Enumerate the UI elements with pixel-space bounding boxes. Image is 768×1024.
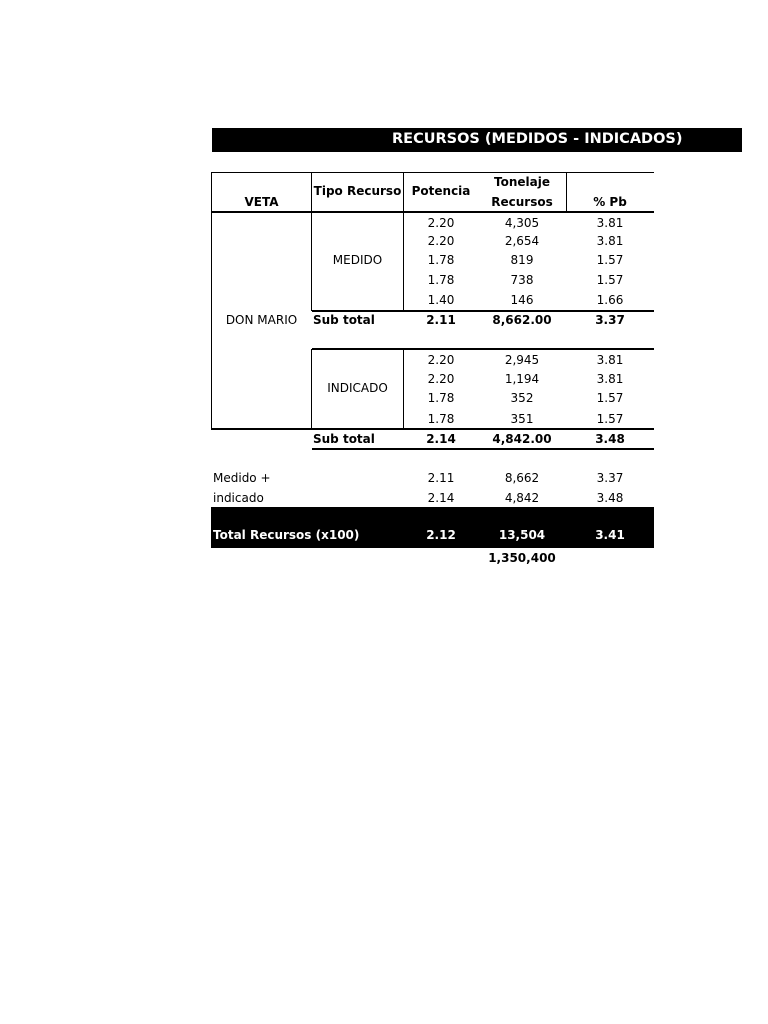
table-title-bar	[212, 128, 742, 152]
medido-potencia: 2.20	[427, 216, 455, 230]
subtotal-bottom-rule	[312, 448, 654, 450]
header-veta: VETA	[244, 195, 279, 209]
indicado-potencia: 2.20	[427, 372, 455, 386]
medido-tonelaje: 2,654	[504, 234, 540, 248]
subtotal-bottom-rule	[312, 348, 654, 350]
indicado-potencia: 1.78	[427, 412, 455, 426]
summary-tonelaje: 4,842	[504, 491, 540, 505]
summary-label-line2: indicado	[213, 491, 264, 505]
summary-potencia: 2.14	[427, 491, 455, 505]
medido-subtotal-label: Sub total	[313, 313, 375, 327]
total-label: Total Recursos (x100)	[213, 528, 360, 542]
veta-name: DON MARIO	[225, 313, 298, 327]
indicado-pb: 1.57	[596, 412, 624, 426]
medido-potencia: 2.20	[427, 234, 455, 248]
summary-label-line1: Medido +	[213, 471, 271, 485]
indicado-subtotal-potencia: 2.14	[426, 432, 456, 446]
total-pb: 3.41	[595, 528, 625, 542]
header-pb: % Pb	[593, 195, 627, 209]
medido-tonelaje: 819	[510, 253, 534, 267]
summary-potencia: 2.11	[427, 471, 455, 485]
grand-total: 1,350,400	[488, 551, 556, 565]
medido-subtotal-pb: 3.37	[595, 313, 625, 327]
tipo-indicado: INDICADO	[327, 381, 388, 395]
block-bottom-rule	[211, 428, 654, 430]
header-top-rule	[212, 172, 654, 173]
grid-vline	[311, 172, 312, 311]
indicado-pb: 3.81	[596, 372, 624, 386]
header-bottom-rule	[212, 211, 654, 213]
medido-potencia: 1.78	[427, 253, 455, 267]
summary-pb: 3.37	[596, 471, 624, 485]
medido-pb: 1.66	[596, 293, 624, 307]
summary-pb: 3.48	[596, 491, 624, 505]
medido-subtotal-potencia: 2.11	[426, 313, 456, 327]
indicado-pb: 3.81	[596, 353, 624, 367]
medido-pb: 1.57	[596, 253, 624, 267]
grid-vline	[211, 172, 212, 429]
header-recursos: Recursos	[491, 195, 553, 209]
tipo-medido: MEDIDO	[332, 253, 383, 267]
indicado-subtotal-label: Sub total	[313, 432, 375, 446]
indicado-tonelaje: 2,945	[504, 353, 540, 367]
medido-pb: 1.57	[596, 273, 624, 287]
summary-tonelaje: 8,662	[504, 471, 540, 485]
total-row	[211, 507, 654, 548]
medido-tonelaje: 738	[510, 273, 534, 287]
medido-potencia: 1.40	[427, 293, 455, 307]
header-tipo-recurso: Tipo Recurso	[313, 184, 402, 198]
total-tonelaje: 13,504	[498, 528, 546, 542]
indicado-potencia: 2.20	[427, 353, 455, 367]
grid-vline	[566, 172, 567, 212]
medido-pb: 3.81	[596, 216, 624, 230]
medido-tonelaje: 4,305	[504, 216, 540, 230]
indicado-tonelaje: 1,194	[504, 372, 540, 386]
subtotal-top-rule	[312, 310, 654, 312]
indicado-tonelaje: 351	[510, 412, 534, 426]
medido-subtotal-tonelaje: 8,662.00	[492, 313, 552, 327]
total-potencia: 2.12	[426, 528, 456, 542]
header-potencia: Potencia	[411, 184, 471, 198]
indicado-tonelaje: 352	[510, 391, 534, 405]
medido-pb: 3.81	[596, 234, 624, 248]
medido-tonelaje: 146	[510, 293, 534, 307]
indicado-subtotal-pb: 3.48	[595, 432, 625, 446]
medido-potencia: 1.78	[427, 273, 455, 287]
header-tonelaje: Tonelaje	[494, 175, 550, 189]
table-title: RECURSOS (MEDIDOS - INDICADOS)	[392, 131, 683, 147]
indicado-potencia: 1.78	[427, 391, 455, 405]
indicado-pb: 1.57	[596, 391, 624, 405]
indicado-subtotal-tonelaje: 4,842.00	[492, 432, 552, 446]
